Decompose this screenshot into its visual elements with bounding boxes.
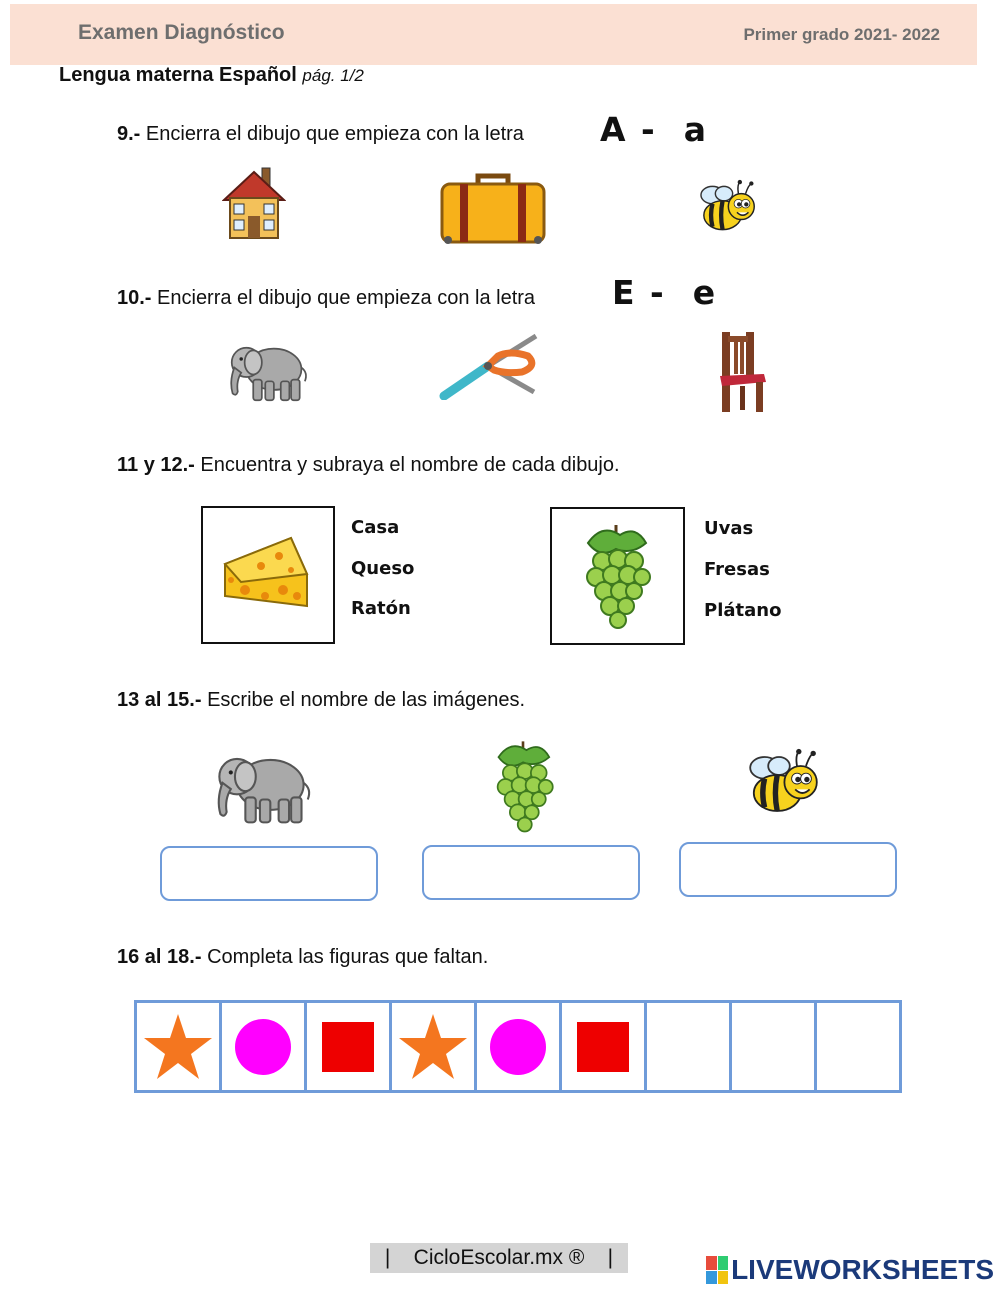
cheese-icon	[221, 534, 311, 610]
grapes-frame	[550, 507, 685, 645]
question-number: 16 al 18.-	[117, 946, 202, 968]
question-10	[117, 287, 535, 310]
brand-name: LIVEWORKSHEETS	[731, 1254, 994, 1285]
question-text: Escribe el nombre de las imágenes.	[207, 689, 526, 711]
letters-e: E - e	[612, 273, 718, 312]
option-word[interactable]: Queso	[351, 558, 415, 579]
square-shape	[577, 1022, 629, 1072]
suitcase-icon[interactable]	[440, 172, 546, 246]
sequence-blank-cell[interactable]	[732, 1003, 817, 1090]
option-word[interactable]: Casa	[351, 517, 400, 538]
sequence-cell	[477, 1003, 562, 1090]
shape-sequence	[134, 1000, 902, 1093]
chair-icon[interactable]	[716, 330, 768, 414]
footer-site: | CicloEscolar.mx ® |	[370, 1243, 628, 1273]
sequence-cell	[307, 1003, 392, 1090]
bee-icon[interactable]	[688, 176, 760, 240]
star-shape	[397, 1012, 469, 1082]
question-text: Encuentra y subraya el nombre de cada dibujo.	[200, 454, 620, 476]
question-number: 10.-	[117, 287, 152, 309]
question-16-18	[117, 946, 488, 969]
question-number: 9.-	[117, 123, 141, 145]
sequence-cell	[392, 1003, 477, 1090]
answer-input-bee[interactable]	[679, 842, 897, 897]
question-number: 11 y 12.-	[117, 454, 195, 476]
letters-a: A - a	[600, 110, 708, 149]
question-9	[117, 123, 524, 146]
elephant-icon	[210, 744, 314, 830]
liveworksheets-logo	[706, 1254, 994, 1286]
answer-input-elephant[interactable]	[160, 846, 378, 901]
sequence-cell	[222, 1003, 307, 1090]
sequence-blank-cell[interactable]	[817, 1003, 899, 1090]
star-shape	[142, 1012, 214, 1082]
cheese-frame	[201, 506, 335, 644]
elephant-icon[interactable]	[224, 334, 310, 408]
subject-name: Lengua materna Español	[59, 64, 297, 86]
question-number: 13 al 15.-	[117, 689, 202, 711]
option-word[interactable]: Ratón	[351, 598, 411, 619]
bee-icon	[734, 744, 824, 824]
subject-line	[59, 64, 364, 87]
sequence-cell	[562, 1003, 647, 1090]
scissors-icon[interactable]	[438, 330, 542, 400]
grapes-icon	[488, 734, 558, 838]
circle-shape	[489, 1018, 547, 1076]
answer-input-grapes[interactable]	[422, 845, 640, 900]
option-word[interactable]: Uvas	[704, 518, 754, 539]
question-13-15	[117, 689, 525, 712]
question-11-12	[117, 454, 620, 477]
grade-label: Primer grado 2021- 2022	[743, 25, 940, 44]
sequence-blank-cell[interactable]	[647, 1003, 732, 1090]
liveworksheets-icon	[706, 1256, 728, 1284]
question-text: Completa las figuras que faltan.	[207, 946, 489, 968]
square-shape	[322, 1022, 374, 1072]
page-number: pág. 1/2	[302, 66, 364, 85]
exam-title: Examen Diagnóstico	[78, 21, 285, 44]
circle-shape	[234, 1018, 292, 1076]
house-icon[interactable]	[222, 166, 286, 240]
question-text: Encierra el dibujo que empieza con la letra	[145, 123, 524, 145]
question-text: Encierra el dibujo que empieza con la letra	[157, 287, 536, 309]
sequence-cell	[137, 1003, 222, 1090]
option-word[interactable]: Plátano	[704, 600, 782, 621]
grapes-icon	[576, 521, 656, 631]
option-word[interactable]: Fresas	[704, 559, 770, 580]
